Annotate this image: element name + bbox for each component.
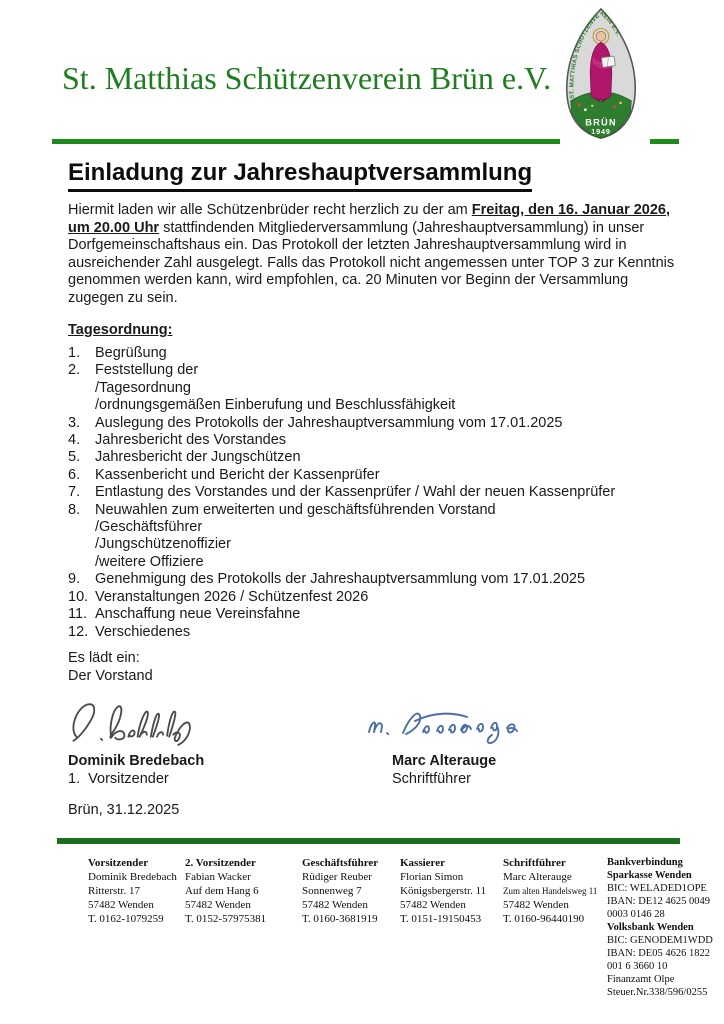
agenda-item	[68, 624, 680, 641]
club-title: St. Matthias Schützenverein Brün e.V.	[62, 60, 552, 96]
footer-line: 57482 Wenden	[185, 899, 251, 911]
footer-col-geschaeftsfuehrer	[302, 856, 378, 926]
agenda-item-text: Veranstaltungen 2026 / Schützenfest 2026	[95, 588, 369, 605]
agenda-item-text: Kassenbericht und Bericht der Kassenprüfer	[95, 466, 380, 483]
agenda-item-text: Verschiedenes	[95, 623, 191, 640]
signatory-left-role: 1. Vorsitzender	[68, 771, 169, 787]
agenda-item-number: 10.	[68, 588, 89, 605]
agenda-item-text: /Jungschützenoffizier	[95, 536, 231, 553]
agenda-item-number: 9.	[68, 571, 81, 588]
agenda-item	[68, 502, 680, 519]
footer-line: T. 0151-19150453	[400, 913, 482, 925]
footer-line: 57482 Wenden	[400, 899, 466, 911]
agenda-subitem	[68, 397, 680, 414]
agenda-item-text: Anschaffung neue Vereinsfahne	[95, 606, 301, 623]
agenda-subitem	[68, 536, 680, 553]
agenda-item	[68, 606, 680, 623]
agenda-subitem	[68, 554, 680, 571]
agenda-item-text: Entlastung des Vorstandes und der Kassenprüfer / Wahl der neuen Kassenprüfer	[95, 484, 616, 501]
agenda-item-text: Begrüßung	[95, 345, 167, 361]
footer-line: Sonnenweg 7	[302, 885, 362, 897]
footer-line: Florian Simon	[400, 871, 464, 883]
footer-col-kassierer	[400, 856, 486, 926]
agenda-heading: Tagesordnung:	[68, 322, 173, 338]
footer-col-2-vorsitzender	[185, 856, 266, 926]
agenda-item-number: 4.	[68, 432, 81, 449]
agenda-item-text: Auslegung des Protokolls der Jahreshauptversammlung vom 17.01.2025	[95, 414, 563, 431]
closing-line-2: Der Vorstand	[68, 667, 153, 684]
agenda-item	[68, 345, 680, 362]
signatory-right	[392, 752, 496, 788]
agenda-subitem	[68, 519, 680, 536]
bank2-iban-2: 001 6 3660 10	[607, 961, 668, 972]
agenda-item-number	[68, 536, 95, 553]
bank2-bic: BIC: GENODEM1WDD	[607, 935, 713, 946]
agenda-item-number: 5.	[68, 449, 81, 466]
tax-office: Finanzamt Olpe	[607, 974, 675, 985]
agenda-item-text: /Geschäftsführer	[95, 519, 203, 536]
agenda-item-text: Jahresbericht der Jungschützen	[95, 449, 301, 466]
footer-col-title: Schriftführer	[503, 857, 566, 869]
signatory-right-role: Schriftführer	[392, 771, 471, 787]
agenda-item	[68, 432, 680, 449]
header-rule	[52, 139, 560, 144]
header-rule-dash	[650, 139, 679, 144]
agenda-item	[68, 571, 680, 588]
bank1-name: Sparkasse Wenden	[607, 870, 692, 881]
bank1-iban-2: 0003 0146 28	[607, 909, 665, 920]
footer-rule	[57, 838, 680, 844]
closing-block	[68, 650, 153, 685]
footer-col-bank	[607, 856, 722, 999]
footer-line: 57482 Wenden	[88, 899, 154, 911]
footer-line: Königsbergerstr. 11	[400, 885, 487, 897]
closing-line-1: Es lädt ein:	[68, 650, 140, 666]
agenda-item	[68, 449, 680, 466]
intro-text-start: Hiermit laden wir alle Schützenbrüder recht herzlich zu der am	[68, 202, 472, 218]
place-date-line: Brün, 31.12.2025	[68, 802, 180, 818]
bank-title: Bankverbindung	[607, 857, 683, 868]
agenda-item-number: 1.	[68, 345, 81, 361]
crest-robe	[590, 42, 612, 99]
agenda-item	[68, 589, 680, 606]
agenda-item-number: 7.	[68, 484, 81, 501]
agenda-item-text: /weitere Offiziere	[95, 553, 204, 570]
crest-ring-text: ST. MATTHIAS SCHÜTZENVEREIN E.V.	[569, 10, 621, 99]
signatory-right-name: Marc Alterauge	[392, 753, 497, 769]
signatory-left-name: Dominik Bredebach	[68, 753, 205, 769]
footer-line: Dominik Bredebach	[88, 871, 177, 883]
bank2-name: Volksbank Wenden	[607, 922, 694, 933]
agenda-item	[68, 484, 680, 501]
footer-line: 57482 Wenden	[302, 899, 368, 911]
footer-col-title: Geschäftsführer	[302, 857, 379, 869]
signatory-left	[68, 752, 204, 788]
footer-line: Zum alten Handelsweg 11	[503, 886, 598, 896]
footer-line: 57482 Wenden	[503, 899, 569, 911]
footer-line: T. 0162-1079259	[88, 913, 164, 925]
agenda-item-text: Feststellung der	[95, 362, 199, 379]
agenda-item	[68, 362, 680, 379]
agenda-item-number	[68, 380, 95, 397]
tax-number: Steuer.Nr.338/596/0255	[607, 987, 708, 998]
footer-line: T. 0152-57975381	[185, 913, 267, 925]
footer-line: Rüdiger Reuber	[302, 871, 372, 883]
agenda-item-text: /ordnungsgemäßen Einberufung und Beschlussfähigkeit	[95, 397, 456, 414]
footer-col-title: Kassierer	[400, 857, 446, 869]
footer-line: T. 0160-96440190	[503, 913, 585, 925]
agenda-item	[68, 467, 680, 484]
footer-col-title: Vorsitzender	[88, 857, 149, 869]
agenda-item-text: Genehmigung des Protokolls der Jahreshauptversammlung vom 17.01.2025	[95, 571, 586, 588]
agenda-item-text: /Tagesordnung	[95, 379, 191, 396]
footer-line: Ritterstr. 17	[88, 885, 140, 897]
bank1-bic: BIC: WELADED1OPE	[607, 883, 707, 894]
agenda-item	[68, 415, 680, 432]
footer-line: Marc Alterauge	[503, 871, 572, 883]
bank2-iban-1: IBAN: DE05 4626 1822	[607, 948, 710, 959]
intro-date-highlight: Freitag, den 16. Januar 2026, um 20.00 Uhr	[68, 202, 671, 236]
footer-col-schriftfuehrer	[503, 856, 597, 926]
footer-col-vorsitzender	[88, 856, 177, 926]
signature-dominik-bredebach	[64, 696, 202, 752]
club-crest-logo	[556, 5, 646, 142]
intro-text-end: stattfindenden Mitgliederversammlung (Jahreshauptversammlung) in unser Dorfgemeinschaftshaus ein. Das Protokoll der letzten Jahreshauptversammlung wird in ausreichender Zahl ausgelegt. Falls das Protokoll nicht angemessen unter TOP 3 zur Kenntnis genommen werden kann, wird empfohlen, ca. 20 Minuten vor Beginn der Versammlung zugegen zu sein.	[68, 219, 675, 306]
intro-paragraph	[68, 202, 680, 308]
agenda-item-number	[68, 519, 95, 536]
agenda-item-text: Jahresbericht des Vorstandes	[95, 432, 287, 449]
agenda-item-number: 6.	[68, 466, 81, 483]
agenda-item-number: 8.	[68, 501, 81, 518]
crest-head	[596, 31, 606, 41]
crest-year: 1949	[591, 127, 611, 137]
document-heading: Einladung zur Jahreshauptversammlung	[68, 159, 532, 192]
agenda-item-number: 12.	[68, 623, 89, 640]
footer-col-title: 2. Vorsitzender	[185, 857, 256, 869]
crest-name: BRÜN	[585, 117, 617, 128]
agenda-item-text: Neuwahlen zum erweiterten und geschäftsführenden Vorstand	[95, 501, 496, 518]
signature-marc-alterauge	[358, 698, 530, 750]
agenda-item-number: 3.	[68, 414, 81, 431]
footer-line: T. 0160-3681919	[302, 913, 378, 925]
bank1-iban-1: IBAN: DE12 4625 0049	[607, 896, 710, 907]
agenda-item-number: 11.	[68, 606, 88, 623]
footer-line: Auf dem Hang 6	[185, 885, 259, 897]
agenda-item-number	[68, 554, 95, 571]
agenda-item-number	[68, 397, 95, 414]
footer-line: Fabian Wacker	[185, 871, 251, 883]
agenda-list	[68, 345, 680, 641]
agenda-item-number: 2.	[68, 362, 81, 379]
agenda-subitem	[68, 380, 680, 397]
